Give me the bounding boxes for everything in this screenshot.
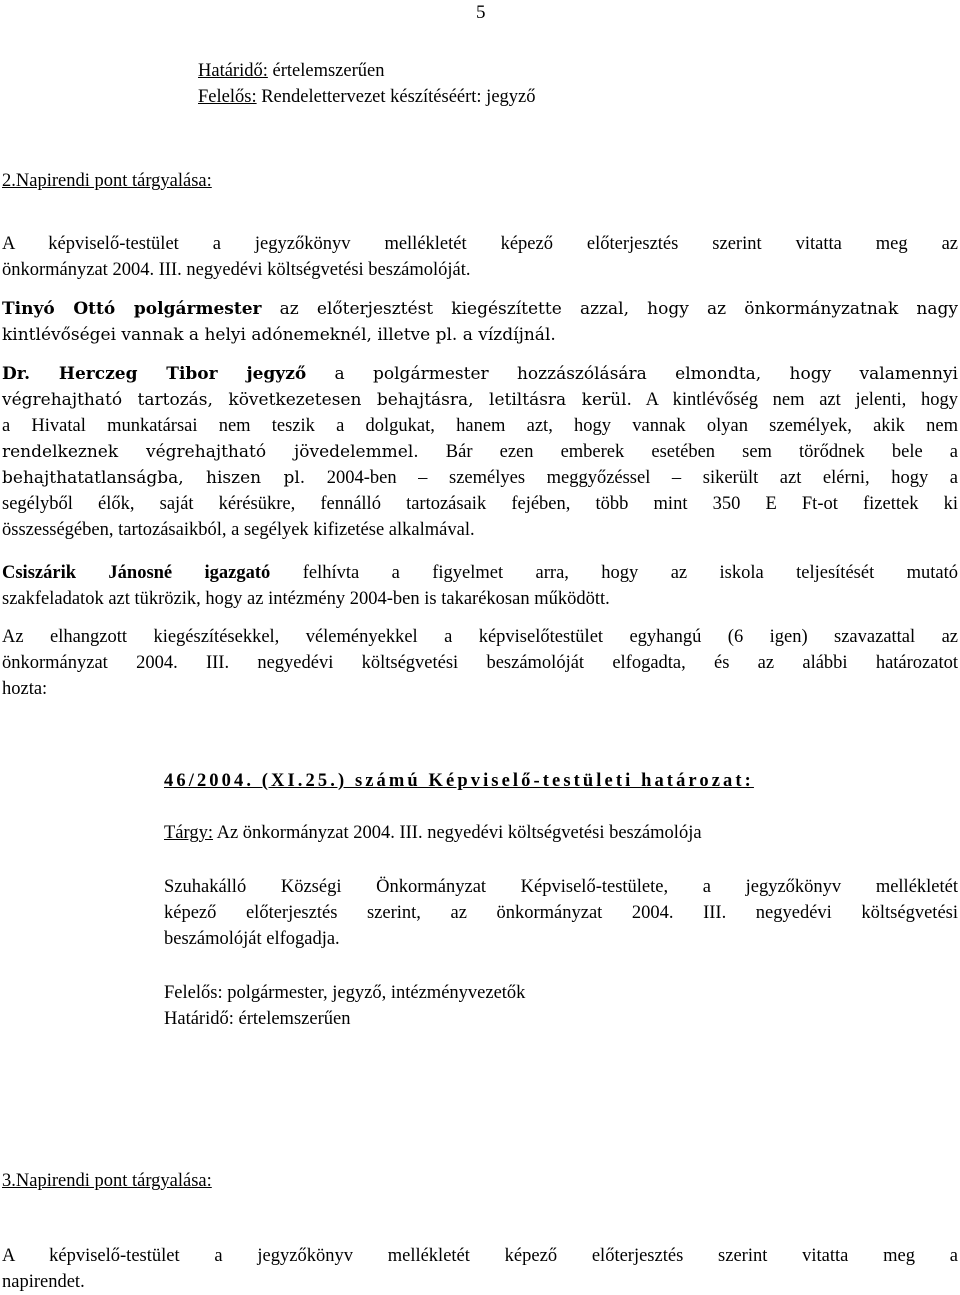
speaker-director: Csiszárik Jánosné igazgató	[2, 563, 271, 583]
subject-label: Tárgy:	[164, 823, 213, 843]
paragraph-decision: Az elhangzott kiegészítésekkel, véleményekkel a képviselőtestület egyhangú (6 igen) szavazattal az önkormányzat 2004. III. negyedévi költségvetési beszámolóját elfogadta, és az alábbi határozatot hozta:	[2, 627, 958, 699]
resolution-body: Szuhakálló Községi Önkormányzat Képviselő-testülete, a jegyzőkönyv mellékletét képező előterjesztés szerint, az önkormányzat 2004. III. negyedévi költségvetési beszámolóját elfogadja.	[164, 877, 958, 949]
deadline-value: értelemszerűen	[267, 61, 385, 81]
deadline-label: Határidő:	[198, 61, 268, 81]
agenda3-intro: A képviselő-testület a jegyzőkönyv mellékletét képező előterjesztés szerint vitatta meg a napirendet.	[2, 1246, 958, 1292]
responsible-label: Felelős:	[198, 87, 257, 107]
speaker-notary: Dr. Herczeg Tibor jegyző	[2, 364, 307, 384]
resolution-meta	[164, 980, 958, 1032]
resolution-title: 46/2004. (XI.25.) számú Képviselő-testületi határozat:	[164, 771, 754, 791]
header-deadline	[198, 58, 536, 84]
agenda2-intro: A képviselő-testület a jegyzőkönyv mellékletét képező előterjesztés szerint vitatta meg az önkormányzat 2004. III. negyedévi költségvetési beszámolóját.	[2, 234, 958, 280]
agenda3-title: 3.Napirendi pont tárgyalása:	[2, 1171, 212, 1191]
agenda2-title: 2.Napirendi pont tárgyalása:	[2, 171, 212, 191]
resolution-subject: Tárgy: Az önkormányzat 2004. III. negyedévi költségvetési beszámolója	[164, 823, 702, 843]
responsible-value: Rendelettervezet készítéséért: jegyző	[256, 87, 536, 107]
header-block	[198, 58, 536, 110]
speaker-mayor: Tinyó Ottó polgármester	[2, 299, 262, 319]
resolution-deadline: Határidő: értelemszerűen	[164, 1009, 351, 1029]
resolution-responsible: Felelős: polgármester, jegyző, intézményvezetők	[164, 983, 526, 1003]
paragraph-mayor: Tinyó Ottó polgármester az előterjesztést kiegészítette azzal, hogy az önkormányzatnak nagy kintlévőségei vannak a helyi adónemeknél, illetve pl. a vízdíjnál.	[2, 299, 958, 345]
page-number: 5	[476, 2, 486, 23]
paragraph-director: Csiszárik Jánosné igazgató felhívta a figyelmet arra, hogy az iskola teljesítését mutató szakfeladatok azt tükrözik, hogy az intézmény 2004-ben is takarékosan működött.	[2, 563, 958, 609]
paragraph-notary: Dr. Herczeg Tibor jegyző a polgármester hozzászólására elmondta, hogy valamennyi végrehajtható tartozás, következetesen behajtásra, letiltásra kerül. A kintlévőség nem azt jelenti, hogy a Hivatal munkatársai nem teszik a dolgukat, hanem azt, hogy vannak olyan személyek, akik nem rendelkeznek végrehajtható jövedelemmel. Bár ezen emberek esetében sem törődnek bele a behajthatatlanságba, hiszen pl. 2004-ben – személyes meggyőzéssel – sikerült azt elérni, hogy a segélyből élők, saját kérésükre, fennálló tartozásaik fejében, több mint 350 E Ft-ot fizettek ki összességében, tartozásaikból, a segélyek kifizetése alkalmával.	[2, 364, 959, 540]
header-responsible	[198, 84, 536, 110]
